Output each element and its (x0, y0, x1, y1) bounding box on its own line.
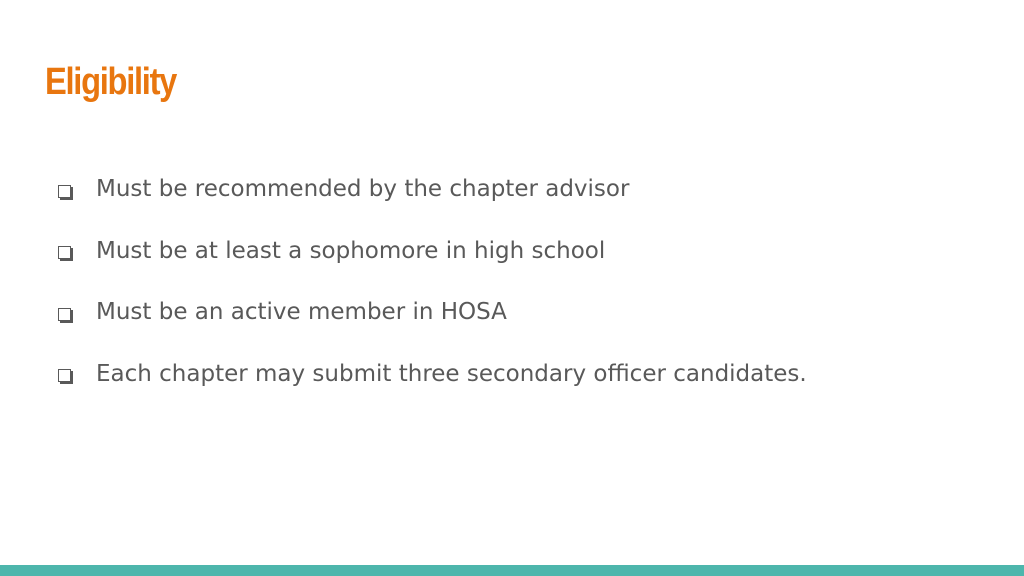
bullet-text: Must be recommended by the chapter advisor (96, 176, 630, 202)
bullet-item (58, 294, 807, 330)
checkbox-bullet-icon (58, 246, 71, 259)
checkbox-bullet-icon (58, 369, 71, 382)
bullet-text: Must be at least a sophomore in high school (96, 237, 606, 264)
bullet-item (58, 233, 807, 269)
bullet-text: Each chapter may submit three secondary officer candidates. (96, 360, 807, 387)
footer-accent-bar (0, 565, 1024, 576)
bullet-text: Must be an active member in HOSA (96, 299, 507, 325)
bullet-list (58, 171, 807, 417)
checkbox-bullet-icon (58, 185, 71, 198)
slide-title: Eligibility (45, 61, 177, 103)
bullet-item (58, 356, 807, 392)
checkbox-bullet-icon (58, 308, 71, 321)
bullet-item (58, 171, 807, 207)
